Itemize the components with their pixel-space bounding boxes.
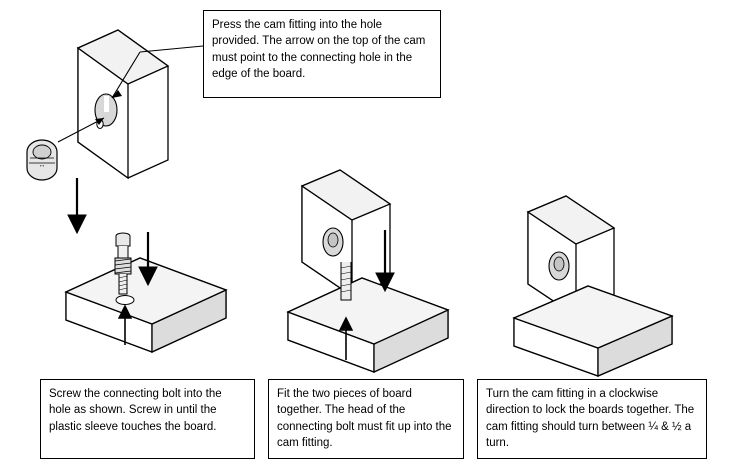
callout-text: Fit the two pieces of board together. The head of the connecting bolt must fit up into the cam fitting.: [277, 388, 452, 449]
callout-screw-connecting-bolt: [40, 379, 255, 459]
callout-text: Press the cam fitting into the hole provided. The arrow on the top of the cam must point to the connecting hole in the edge of the board.: [212, 19, 426, 80]
callout-text: Turn the cam fitting in a clockwise direction to lock the boards together. The cam fitting should turn between ¼ & ½ a turn.: [486, 388, 695, 449]
callout-turn-cam-fitting: [477, 379, 707, 459]
step3-assembly: [288, 170, 448, 372]
callout-press-cam-fitting: [203, 10, 441, 98]
step1-upright-board: [78, 30, 168, 178]
step2-flat-board: [66, 258, 226, 352]
step4-locked-assembly: [514, 196, 672, 376]
callout-fit-two-pieces: [268, 379, 464, 459]
callout-text: Screw the connecting bolt into the hole as shown. Screw in until the plastic sleeve touches the board.: [49, 388, 222, 433]
svg-text:↔: ↔: [38, 162, 46, 169]
